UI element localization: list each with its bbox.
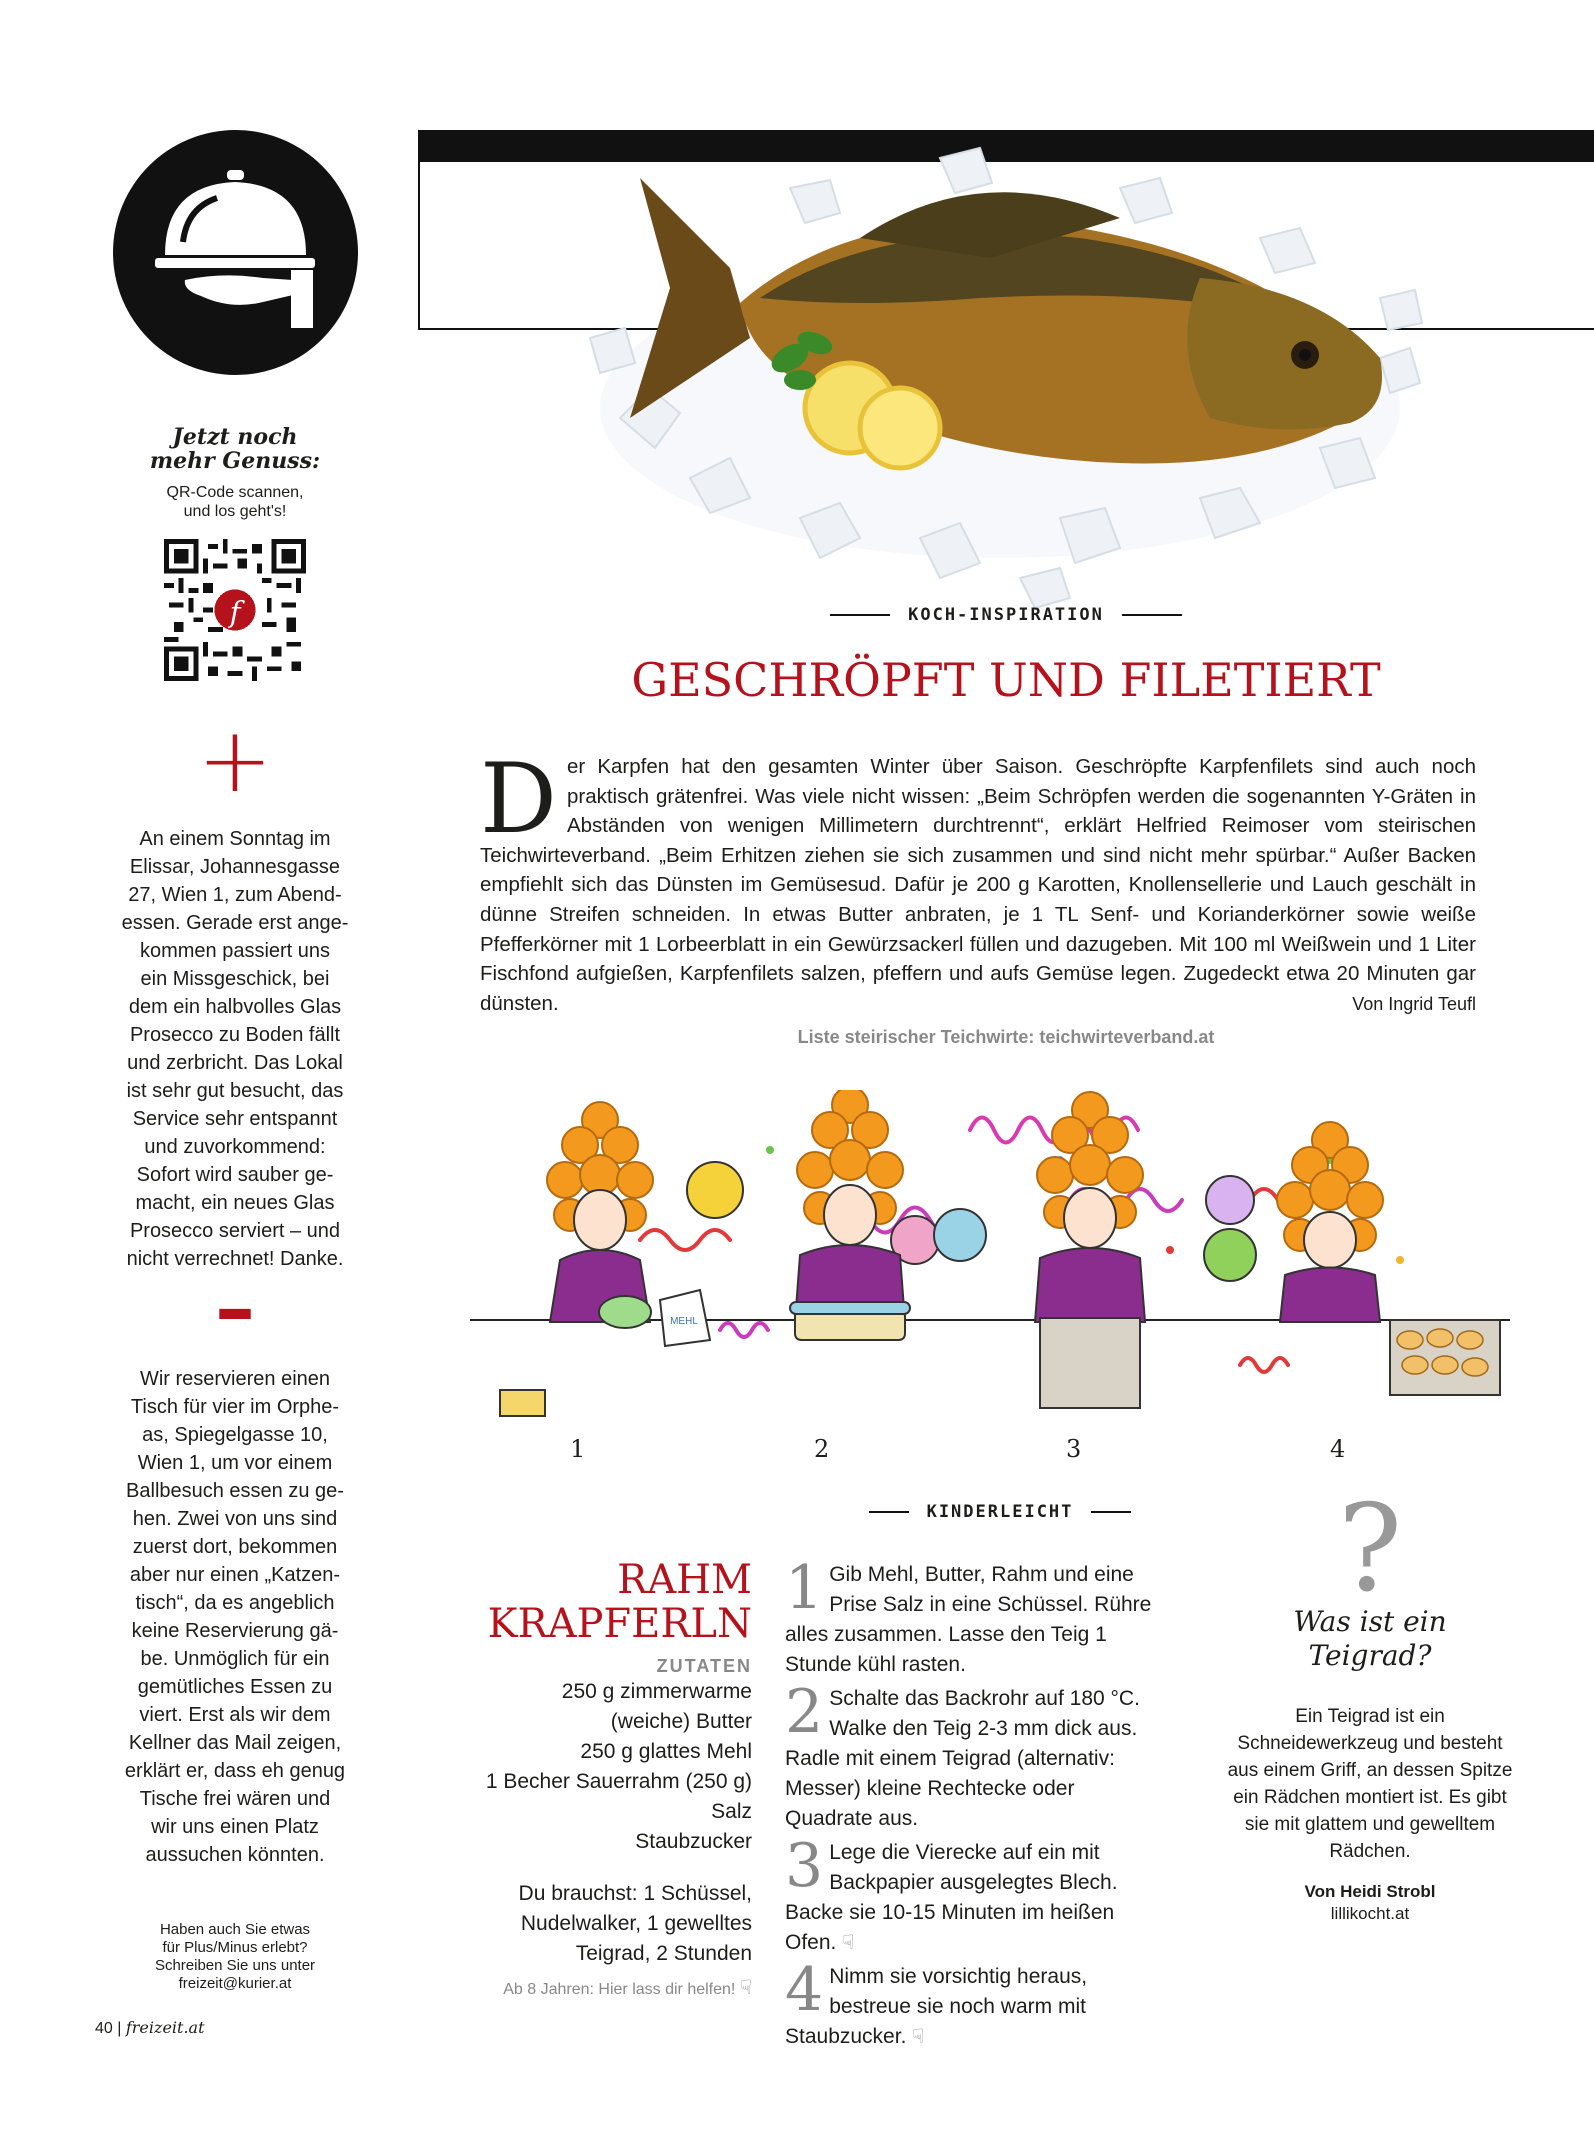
sidebar <box>95 130 375 1993</box>
kids-baking-illustration <box>470 1090 1510 1430</box>
minus-line: viert. Erst als wir dem <box>139 1704 331 1726</box>
kicker-rule-left <box>869 1511 909 1513</box>
cloche-logo <box>113 130 358 375</box>
ingredient-list <box>440 1677 752 1857</box>
recipe-step <box>785 1831 1165 1958</box>
plus-line: Elissar, Johannesgasse <box>129 856 341 878</box>
step-number: 4 <box>785 1955 824 2025</box>
step-number: 2 <box>785 1677 824 1747</box>
pointing-hand-icon: ☟ <box>912 2026 925 2048</box>
kinderleicht-kicker <box>790 1502 1210 1522</box>
tools-list <box>440 1879 752 1969</box>
minus-line: erklärt er, dass eh genug <box>124 1760 346 1782</box>
footer-line: Schreiben Sie uns unter <box>154 1957 316 1974</box>
plus-text <box>95 825 375 1273</box>
question-title-line1: Was ist ein <box>1293 1605 1447 1638</box>
serving-cloche-icon <box>113 130 358 375</box>
step-number: 3 <box>785 1831 824 1901</box>
footer-line: für Plus/Minus erlebt? <box>162 1939 308 1956</box>
minus-line: tisch“, da es angeblich <box>135 1592 335 1614</box>
plus-line: Prosecco serviert – und <box>129 1220 341 1242</box>
plus-line: 27, Wien 1, zum Abend- <box>128 884 342 906</box>
mehl-label: MEHL <box>670 1316 698 1327</box>
step-text-content: Lege die Vierecke auf ein mit Backpapier ausgelegtes Blech. Backe sie 10-15 Minuten im heißen Ofen. <box>785 1841 1118 1954</box>
plus-line: nicht verrechnet! Danke. <box>126 1248 344 1270</box>
mehl-bag <box>660 1290 710 1346</box>
tools-line: Du brauchst: 1 Schüssel, <box>518 1882 752 1905</box>
article-headline: GESCHRÖPFT UND FILETIERT <box>631 653 1381 707</box>
ingredient-item: Staubzucker <box>635 1830 752 1853</box>
plus-line: und zerbricht. Das Lokal <box>127 1052 343 1074</box>
recipe-steps-column <box>785 1553 1165 2056</box>
ingredient-item: (weiche) Butter <box>610 1710 752 1733</box>
question-mark: ? <box>1337 1480 1403 1619</box>
minus-line: Tisch für vier im Orphe- <box>130 1396 340 1418</box>
minus-line: be. Unmöglich für ein <box>140 1648 330 1670</box>
carp-on-ice-image <box>560 118 1440 618</box>
step-number: 1 <box>785 1553 824 1623</box>
minus-line: Kellner das Mail zeigen, <box>128 1732 342 1754</box>
step-text <box>785 1955 1165 2052</box>
minus-symbol: – <box>215 1262 255 1355</box>
minus-line: keine Reservierung gä- <box>131 1620 339 1642</box>
dropcap: D <box>480 743 557 855</box>
plus-line: ein Missgeschick, bei <box>140 968 330 990</box>
qr-code[interactable] <box>164 539 306 681</box>
page-footer <box>95 2018 205 2038</box>
recipe-step <box>785 1677 1165 1834</box>
minus-line: wir uns einen Platz <box>151 1816 319 1838</box>
kids-author <box>1225 1881 1515 1925</box>
kicker-label: KOCH-INSPIRATION <box>908 605 1104 625</box>
question-title <box>1225 1605 1515 1673</box>
minus-line: Tische frei wären und <box>139 1788 331 1810</box>
minus-line: aussuchen könnten. <box>145 1844 325 1866</box>
step-number-label: 4 <box>1330 1435 1346 1463</box>
kicker-rule-left <box>830 614 890 616</box>
minus-line: as, Spiegelgasse 10, <box>142 1424 328 1446</box>
pointing-hand-icon: ☟ <box>739 1977 752 1999</box>
recipe-step <box>785 1553 1165 1680</box>
kids-author-site[interactable]: lillikocht.at <box>1330 1904 1410 1923</box>
qr-caption-line1: QR-Code scannen, <box>166 484 304 501</box>
article-author: Von Ingrid Teufl <box>1352 994 1476 1014</box>
step-number-label: 2 <box>814 1435 830 1463</box>
footer-email-link[interactable]: freizeit@kurier.at <box>178 1975 292 1992</box>
question-answer: Ein Teigrad ist ein Schneidewerkzeug und besteht aus einem Griff, an dessen Spitze ein Rädchen montiert ist. Es gibt sie mit glattem und gewelltem Rädchen. <box>1227 1706 1513 1862</box>
recipe-title-line1: RAHM <box>617 1557 752 1603</box>
sidebar-footer <box>95 1921 375 1993</box>
recipe-title <box>440 1558 752 1646</box>
question-title-line2: Teigrad? <box>1308 1639 1432 1672</box>
genuss-title <box>95 425 375 473</box>
ingredient-item: 1 Becher Sauerrahm (250 g) <box>485 1770 752 1793</box>
zutaten-label: ZUTATEN <box>656 1656 752 1676</box>
frame-vertical-line <box>418 130 420 330</box>
footer-line: Haben auch Sie etwas <box>159 1921 311 1938</box>
page-number: 40 <box>95 2020 113 2037</box>
recipe-title-line2: KRAPFERLN <box>487 1601 752 1647</box>
qr-code-graphic <box>164 539 306 681</box>
genuss-title-line2: mehr Genuss: <box>149 448 321 474</box>
recipe-step <box>785 1955 1165 2052</box>
plus-line: macht, ein neues Glas <box>135 1192 335 1214</box>
plus-line: ist sehr gut besucht, das <box>126 1080 344 1102</box>
step-text: Gib Mehl, Butter, Rahm und eine Prise Salz in eine Schüssel. Rühre alles zusammen. Lasse den Teig 1 Stunde kühl rasten. <box>785 1563 1152 1676</box>
tools-line: Nudelwalker, 1 gewelltes <box>520 1912 752 1935</box>
teigrad-box <box>1225 1480 1515 1925</box>
step-number-label: 1 <box>570 1435 586 1463</box>
kicker-rule-right <box>1122 614 1182 616</box>
footer-separator: | <box>117 2020 122 2037</box>
step-text: Schalte das Backrohr auf 180 °C. Walke den Teig 2-3 mm dick aus. Radle mit einem Teigrad (alternativ: Messer) kleine Rechtecke oder Quadrate aus. <box>785 1687 1140 1830</box>
minus-line: gemütliches Essen zu <box>137 1676 333 1698</box>
plus-line: dem ein halbvolles Glas <box>128 996 342 1018</box>
minus-line: Wien 1, um vor einem <box>137 1452 333 1474</box>
minus-line: zuerst dort, bekommen <box>132 1536 338 1558</box>
ingredient-item: 250 g glattes Mehl <box>580 1740 752 1763</box>
teichwirte-link[interactable]: Liste steirischer Teichwirte: teichwirteverband.at <box>797 1027 1215 1047</box>
kids-author-name: Von Heidi Strobl <box>1304 1882 1436 1901</box>
plus-line: Service sehr entspannt <box>132 1108 338 1130</box>
plus-line: essen. Gerade erst ange- <box>121 912 349 934</box>
article-text: er Karpfen hat den gesamten Winter über Saison. Geschröpfte Karpfenfilets sind auch noch praktisch grätenfrei. Was viele nicht wissen: „Beim Schröpfen werden die sogenannten Y-Gräten in Abständen von wenigen Millimetern durchtrennt“, erklärt Helfried Reimoser vom steirischen Teichwirteverband. „Beim Erhitzen ziehen sie sich zusammen und sind nicht mehr spürbar.“ Außer Backen empfiehlt sich das Dünsten im Gemüsesud. Dafür je 200 g Karotten, Knollensellerie und Lauch geschält in dünne Streifen schneiden. In etwas Butter anbraten, je 1 TL Senf- und Korianderkörner sowie weiße Pfefferkörner mit 1 Lorbeerblatt in ein Gewürzsackerl füllen und dazugeben. Mit 100 ml Weißwein und 1 Liter Fischfond aufgießen, Karpfenfilets salzen, pfeffern und aufs Gemüse legen. Zugedeckt etwa 20 Minuten gar dünsten. <box>480 755 1476 1015</box>
minus-text <box>95 1365 375 1869</box>
plus-line: An einem Sonntag im <box>139 828 331 850</box>
minus-line: aber nur einen „Katzen- <box>129 1564 341 1586</box>
plus-line: Sofort wird sauber ge- <box>136 1164 334 1186</box>
qr-caption <box>95 483 375 521</box>
kicker-rule-right <box>1091 1511 1131 1513</box>
age-note-text: Ab 8 Jahren: Hier lass dir helfen! <box>503 1981 736 1998</box>
pointing-hand-icon: ☟ <box>842 1932 855 1954</box>
plus-symbol: + <box>197 708 273 813</box>
ingredient-item: Salz <box>711 1800 752 1823</box>
plus-line: und zuvorkommend: <box>144 1136 326 1158</box>
step-text-content: Nimm sie vorsichtig heraus, bestreue sie noch warm mit Staubzucker. <box>785 1965 1088 2048</box>
svg-text:f: f <box>229 595 241 630</box>
plus-line: kommen passiert uns <box>139 940 331 962</box>
minus-line: Wir reservieren einen <box>139 1368 331 1390</box>
genuss-title-line1: Jetzt noch <box>172 424 298 450</box>
koch-kicker <box>418 605 1594 625</box>
step-number-label: 3 <box>1066 1435 1082 1463</box>
kicker-label: KINDERLEICHT <box>926 1502 1074 1522</box>
tools-line: Teigrad, 2 Stunden <box>575 1942 752 1965</box>
recipe-ingredients-column <box>440 1558 752 2000</box>
qr-caption-line2: und los geht's! <box>183 503 287 520</box>
minus-line: Ballbesuch essen zu ge- <box>126 1480 344 1502</box>
age-note <box>440 1975 752 2000</box>
magazine-name: freizeit.at <box>125 2018 205 2037</box>
article-body <box>480 743 1476 1018</box>
plus-line: Prosecco zu Boden fällt <box>129 1024 341 1046</box>
minus-line: hen. Zwei von uns sind <box>132 1508 338 1530</box>
ingredient-item: 250 g zimmerwarme <box>561 1680 752 1703</box>
step-text <box>785 1831 1165 1958</box>
